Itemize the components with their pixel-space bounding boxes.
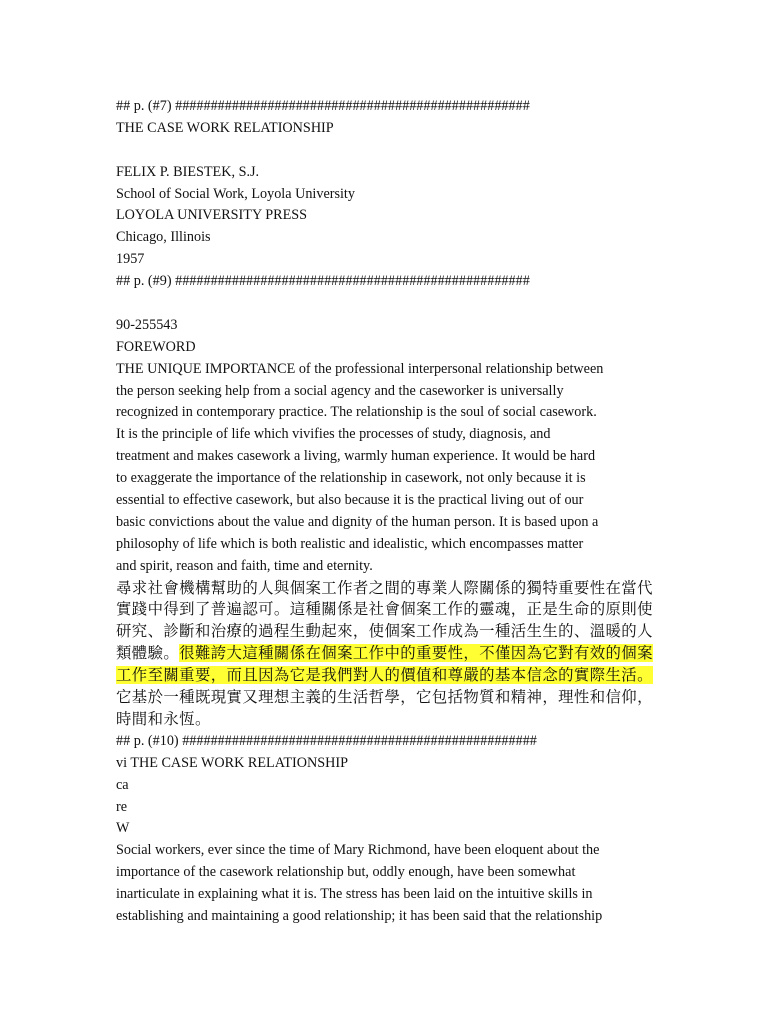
foreword-text-line: THE UNIQUE IMPORTANCE of the professional interpersonal relationship between	[116, 360, 604, 377]
page-marker-7: ## p. (#7) ##################################################	[116, 98, 530, 114]
highlighted-text: 工作至關重要，而且因為它是我們對人的價值和尊嚴的基本信念的實際生活。	[116, 666, 653, 685]
body-text-line: importance of the casework relationship but, oddly enough, have been somewhat	[116, 864, 576, 881]
body-text-line: establishing and maintaining a good relationship; it has been said that the relationship	[116, 907, 603, 924]
translation-text-line	[116, 643, 656, 665]
author-name: FELIX P. BIESTEK, S.J.	[116, 163, 260, 180]
page-marker-10: ## p. (#10) ##################################################	[116, 732, 537, 749]
foreword-text-line: and spirit, reason and faith, time and eternity.	[116, 557, 373, 574]
translation-text-line: 它基於一種既現實又理想主義的生活哲學，它包括物質和精神，理性和信仰，	[116, 688, 653, 707]
catalog-number: 90-255543	[116, 316, 178, 333]
book-title: THE CASE WORK RELATIONSHIP	[116, 119, 334, 136]
author-affiliation: School of Social Work, Loyola University	[116, 185, 355, 202]
translation-text-line	[116, 665, 656, 687]
translation-text-line: 研究、診斷和治療的過程生動起來，使個案工作成為一種活生生的、溫暖的人	[116, 622, 653, 641]
running-header: vi THE CASE WORK RELATIONSHIP	[116, 754, 348, 771]
fragment-text: ca	[116, 776, 129, 793]
fragment-text: W	[116, 820, 130, 837]
foreword-text-line: to exaggerate the importance of the relationship in casework, not only because it is	[116, 470, 586, 487]
foreword-text-line: recognized in contemporary practice. The relationship is the soul of social casework.	[116, 404, 597, 421]
body-text-line: inarticulate in explaining what it is. The stress has been laid on the intuitive skills in	[116, 886, 593, 903]
foreword-text-line: treatment and makes casework a living, warmly human experience. It would be hard	[116, 448, 596, 465]
translation-text-line: 時間和永恆。	[116, 709, 211, 728]
translation-text-line: 實踐中得到了普遍認可。這種關係是社會個案工作的靈魂，正是生命的原則使	[116, 600, 653, 619]
translation-text-segment: 類體驗。	[116, 644, 180, 663]
translation-text-line: 尋求社會機構幫助的人與個案工作者之間的專業人際關係的獨特重要性在當代	[116, 578, 653, 597]
fragment-text: re	[116, 798, 128, 815]
blank-line	[116, 293, 656, 315]
foreword-text-line: philosophy of life which is both realistic and idealistic, which encompasses matter	[116, 535, 584, 552]
foreword-text-line: basic convictions about the value and dignity of the human person. It is based upon a	[116, 513, 599, 530]
document-page	[116, 96, 656, 928]
publication-year: 1957	[116, 251, 145, 268]
body-text-line: Social workers, ever since the time of Mary Richmond, have been eloquent about the	[116, 842, 600, 859]
foreword-text-line: the person seeking help from a social agency and the caseworker is universally	[116, 382, 564, 399]
foreword-text-line: essential to effective casework, but also because it is the practical living out of our	[116, 492, 584, 509]
blank-line	[116, 140, 656, 162]
page-marker-9: ## p. (#9) ##################################################	[116, 273, 530, 290]
publisher-location: Chicago, Illinois	[116, 229, 211, 246]
highlighted-text: 很難誇大這種關係在個案工作中的重要性，不僅因為它對有效的個案	[179, 644, 653, 663]
publisher: LOYOLA UNIVERSITY PRESS	[116, 207, 308, 224]
foreword-text-line: It is the principle of life which vivifies the processes of study, diagnosis, and	[116, 426, 551, 443]
section-heading-foreword: FOREWORD	[116, 338, 196, 355]
